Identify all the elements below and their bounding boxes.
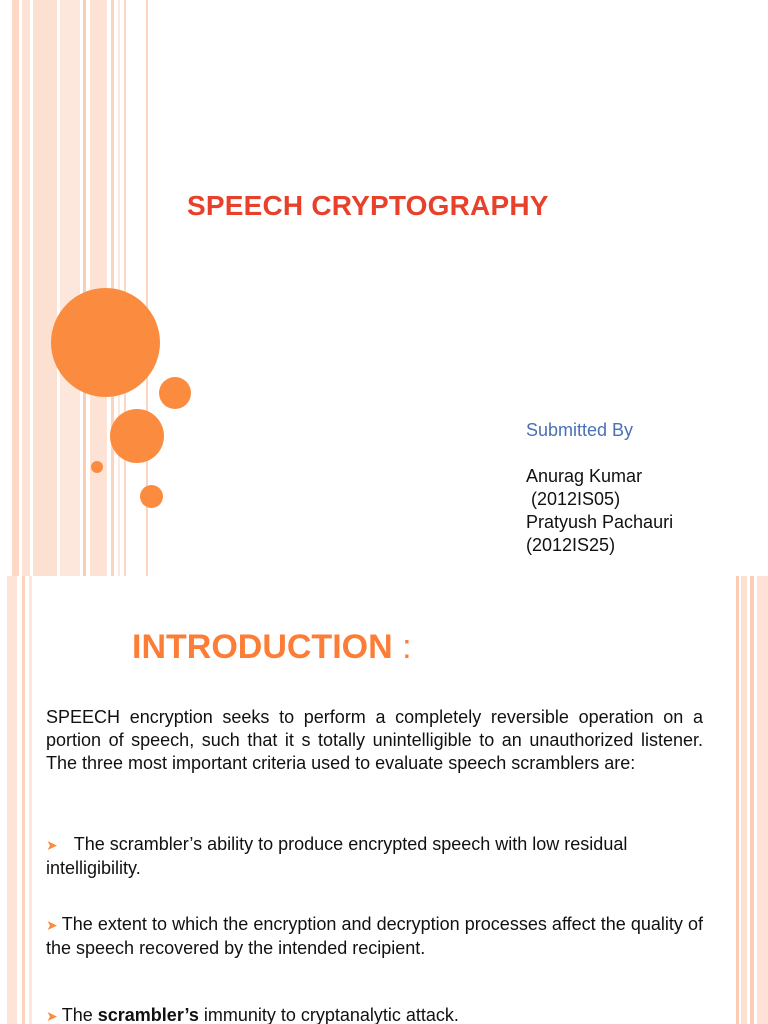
intro-paragraph: SPEECH encryption seeks to perform a completely reversible operation on a portion of speech, such that it s totally unintelligible to an unauthorized listener. The three most important criteria used to evaluate speech scramblers are:: [46, 707, 703, 773]
authors-list: [526, 465, 673, 557]
decor-stripe: [118, 0, 120, 576]
author-line: Anurag Kumar: [526, 466, 643, 486]
author-line: (2012IS25): [526, 535, 616, 555]
bullet-text-bold: scrambler’s: [97, 1005, 199, 1024]
bullet-text: The scrambler’s ability to produce encrypted speech with low residual: [73, 834, 628, 854]
arrow-right-icon: ➤: [46, 917, 58, 933]
decor-stripe: [60, 0, 80, 576]
author-line: (2012IS05): [526, 489, 621, 509]
decor-stripe: [12, 0, 19, 576]
decor-stripe: [22, 576, 25, 1024]
slide-title: SPEECH CRYPTOGRAPHY: [187, 190, 549, 221]
decor-stripe: [33, 0, 57, 576]
bullet-item: [46, 913, 703, 960]
decor-stripe: [741, 576, 747, 1024]
bullet-item: [46, 1004, 703, 1024]
decor-stripe: [757, 576, 768, 1024]
decor-circle: [91, 461, 103, 473]
decor-stripe: [7, 576, 17, 1024]
decor-stripe: [750, 576, 754, 1024]
arrow-right-icon: ➤: [46, 1008, 58, 1024]
bullet-item: [46, 833, 703, 880]
decor-stripe: [736, 576, 739, 1024]
decor-stripe: [22, 0, 30, 576]
bullet-text: The extent to which the encryption and decryption processes affect the quality of the speech recovered by the intended recipient.: [46, 914, 703, 958]
bullet-text-continued: intelligibility.: [46, 858, 141, 878]
author-line: Pratyush Pachauri: [526, 512, 674, 532]
section-title-text: INTRODUCTION: [132, 628, 393, 666]
decor-circle: [110, 409, 164, 463]
decor-circle: [51, 288, 160, 397]
decor-circle: [140, 485, 163, 508]
section-title-colon: :: [392, 628, 412, 666]
section-title: [132, 628, 412, 667]
decor-stripe: [83, 0, 86, 576]
submitted-by-label: Submitted By: [526, 420, 634, 440]
decor-circle: [159, 377, 191, 409]
bullet-text-end: immunity to cryptanalytic attack.: [198, 1005, 459, 1024]
decor-stripe: [124, 0, 126, 576]
introduction-slide: [0, 576, 768, 1024]
bullet-text: The: [61, 1005, 98, 1024]
arrow-right-icon: ➤: [46, 837, 58, 853]
decor-stripe: [29, 576, 32, 1024]
